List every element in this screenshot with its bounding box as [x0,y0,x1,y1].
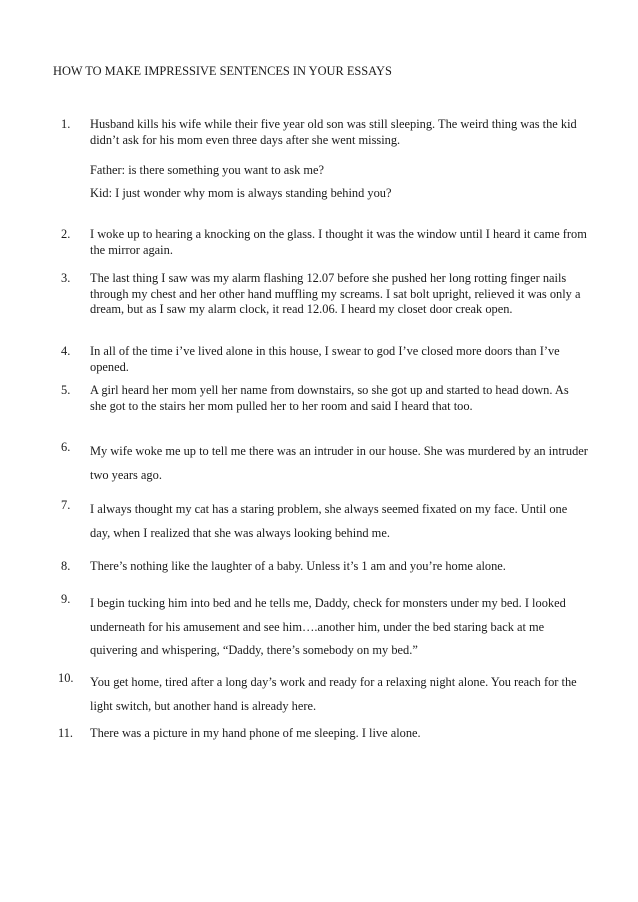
item-text: I always thought my cat has a staring problem, she always seemed fixated on my face. Until one day, when I realized that she was always looking behind me. [90,502,568,540]
item-text: In all of the time i’ve lived alone in this house, I swear to god I’ve closed more doors than I’ve opened. [90,344,560,374]
item-text: You get home, tired after a long day’s work and ready for a relaxing night alone. You reach for the light switch, but another hand is already here. [90,675,577,713]
item-text: There’s nothing like the laughter of a baby. Unless it’s 1 am and you’re home alone. [90,559,506,573]
item-number: 5. [61,383,71,397]
dialogue-kid: Kid: I just wonder why mom is always standing behind you? [90,186,392,200]
item-number: 1. [61,117,71,131]
item-number: 10. [58,671,74,685]
item-number: 11. [58,726,74,740]
item-number: 2. [61,227,71,241]
dialogue-father: Father: is there something you want to ask me? [90,163,324,177]
item-text: There was a picture in my hand phone of me sleeping. I live alone. [90,726,421,740]
item-number: 6. [61,440,71,454]
item-text: I woke up to hearing a knocking on the glass. I thought it was the window until I heard it came from the mirror again. [90,227,587,257]
item-number: 7. [61,498,71,512]
item-text: The last thing I saw was my alarm flashing 12.07 before she pushed her long rotting finger nails through my chest and her other hand muffling my screams. I sat bolt upright, relieved it was only a dream, but as I saw my alarm clock, it read 12.06. I heard my closet door creak open. [90,271,581,316]
page-title: HOW TO MAKE IMPRESSIVE SENTENCES IN YOUR ESSAYS [53,64,392,78]
item-text: I begin tucking him into bed and he tells me, Daddy, check for monsters under my bed. I looked underneath for his amusement and see him….another him, under the bed staring back at me quivering and whispering, “Daddy, there’s somebody on my bed.” [90,596,566,657]
item-number: 3. [61,271,71,285]
item-text: My wife woke me up to tell me there was an intruder in our house. She was murdered by an intruder two years ago. [90,444,588,482]
item-text: Husband kills his wife while their five year old son was still sleeping. The weird thing was the kid didn’t ask for his mom even three days after she went missing. [90,117,577,147]
item-number: 9. [61,592,71,606]
item-number: 8. [61,559,71,573]
item-number: 4. [61,344,71,358]
item-text: A girl heard her mom yell her name from downstairs, so she got up and started to head down. As she got to the stairs her mom pulled her to her room and said I heard that too. [90,383,569,413]
